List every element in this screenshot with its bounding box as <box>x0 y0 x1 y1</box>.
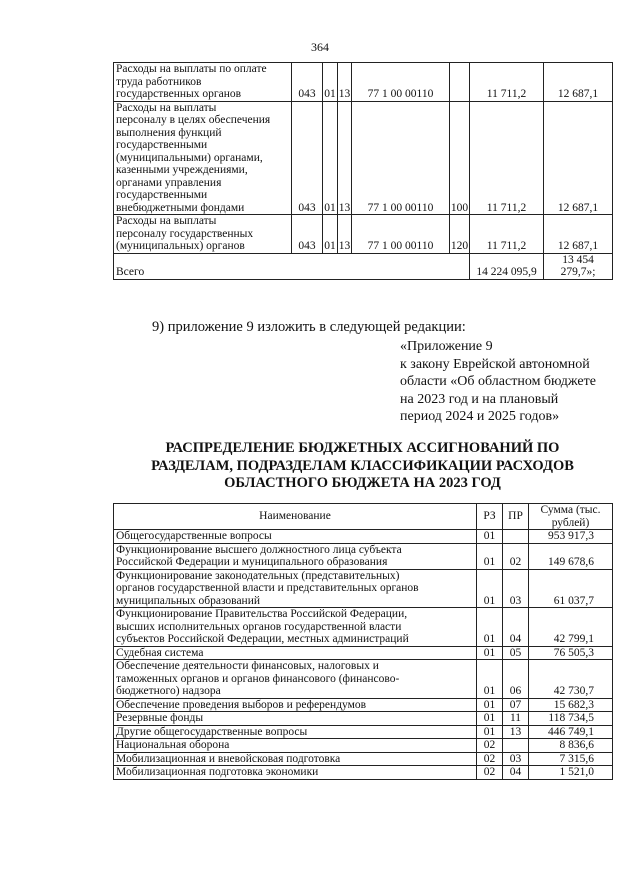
cell-line: Расходы на выплаты <box>116 101 217 114</box>
cell-line: Судебная система <box>116 646 204 659</box>
cell-line: Другие общегосударственные вопросы <box>116 725 308 738</box>
header-pr: ПР <box>503 504 529 530</box>
cell-line: Функционирование Правительства Российской Федерации, <box>116 608 408 620</box>
ved-code: 043 <box>292 215 323 254</box>
row-name <box>114 530 477 544</box>
pr-code: 13 <box>503 725 529 739</box>
row-name <box>114 725 477 739</box>
vr-code <box>450 63 470 102</box>
rz-code: 01 <box>477 608 503 647</box>
table-row <box>114 712 613 726</box>
cell-line: труда работников <box>116 75 202 88</box>
rz-code: 01 <box>477 712 503 726</box>
pr-code: 11 <box>503 712 529 726</box>
rz-code: 01 <box>477 646 503 660</box>
total-2024: 13 454 279,7»; <box>544 253 613 279</box>
sum-2023: 11 711,2 <box>470 215 544 254</box>
cell-line: субъектов Российской Федерации, местных администраций <box>116 633 409 645</box>
row-name <box>114 569 477 608</box>
table-row <box>114 608 613 647</box>
pr-code <box>503 530 529 544</box>
table-row <box>114 215 613 254</box>
row-name <box>114 660 477 699</box>
heading-line: РАСПРЕДЕЛЕНИЕ БЮДЖЕТНЫХ АССИГНОВАНИЙ ПО <box>165 440 560 456</box>
sum-2024: 12 687,1 <box>544 215 613 254</box>
row-sum: 8 836,6 <box>529 739 613 753</box>
cell-line: государственными <box>116 139 208 151</box>
appendix-line: к закону Еврейской автономной <box>400 356 590 372</box>
table-row <box>114 739 613 753</box>
amendment-text: 9) приложение 9 изложить в следующей редакции: <box>152 319 466 335</box>
table-header-row <box>114 504 613 530</box>
pr-code <box>503 739 529 753</box>
table-row <box>114 660 613 699</box>
cell-line: Мобилизационная подготовка экономики <box>116 766 319 778</box>
cell-line: органов государственной власти и представительных органов <box>116 582 419 594</box>
row-name <box>114 101 292 215</box>
row-name <box>114 215 292 254</box>
sum-2024: 12 687,1 <box>544 101 613 215</box>
cell-line: таможенных органов и органов финансового (финансово- <box>116 672 400 685</box>
rz-code: 01 <box>477 530 503 544</box>
pr-code: 03 <box>503 569 529 608</box>
cell-line: высших исполнительных органов государственной власти <box>116 620 402 633</box>
cell-line: Мобилизационная и вневойсковая подготовка <box>116 752 341 765</box>
row-sum: 15 682,3 <box>529 698 613 712</box>
cell-line: (муниципальных) органов <box>116 240 245 252</box>
header-sum-line: Сумма (тыс. <box>540 504 601 516</box>
table-row <box>114 530 613 544</box>
cell-line: государственных органов <box>116 88 242 100</box>
table-row <box>114 725 613 739</box>
row-name <box>114 608 477 647</box>
cell-line: внебюджетными фондами <box>116 201 245 214</box>
row-name <box>114 543 477 569</box>
vr-code: 120 <box>450 215 470 254</box>
heading-line: РАЗДЕЛАМ, ПОДРАЗДЕЛАМ КЛАССИФИКАЦИИ РАСХОДОВ <box>151 457 574 474</box>
appendix-line: «Приложение 9 <box>400 339 493 354</box>
total-label: Всего <box>114 253 470 279</box>
row-sum: 118 734,5 <box>529 712 613 726</box>
pr-code: 07 <box>503 698 529 712</box>
row-sum: 953 917,3 <box>529 530 613 544</box>
cell-line: (муниципальными) органами, <box>116 151 263 164</box>
csr-code: 77 1 00 00110 <box>352 101 450 215</box>
sum-2023: 11 711,2 <box>470 101 544 215</box>
table-row <box>114 766 613 780</box>
cell-line: бюджетного) надзора <box>116 685 221 697</box>
header-sum-line: рублей) <box>551 516 590 529</box>
rz-code: 01 <box>477 660 503 699</box>
cell-line: муниципальных образований <box>116 594 261 607</box>
rz-code: 02 <box>477 739 503 753</box>
cell-line: Обеспечение деятельности финансовых, налоговых и <box>116 660 379 672</box>
cell-line: Функционирование высшего должностного лица субъекта <box>116 543 402 556</box>
row-sum: 61 037,7 <box>529 569 613 608</box>
rz-code: 01 <box>477 698 503 712</box>
pr-code: 06 <box>503 660 529 699</box>
header-name: Наименование <box>114 504 477 530</box>
header-rz: РЗ <box>477 504 503 530</box>
cell-line: Обеспечение проведения выборов и референдумов <box>116 698 367 711</box>
table-row <box>114 698 613 712</box>
row-name <box>114 766 477 780</box>
table-row <box>114 569 613 608</box>
sum-2023: 11 711,2 <box>470 63 544 102</box>
cell-line: органами управления <box>116 176 222 189</box>
pr-code: 02 <box>503 543 529 569</box>
vr-code: 100 <box>450 101 470 215</box>
table-row <box>114 543 613 569</box>
rz-code: 01 <box>323 63 338 102</box>
table-row <box>114 752 613 766</box>
appendix-line: период 2024 и 2025 годов» <box>400 409 560 424</box>
row-name <box>114 739 477 753</box>
row-name <box>114 63 292 102</box>
row-name <box>114 752 477 766</box>
table-row <box>114 646 613 660</box>
cell-line: Российской Федерации и муниципального образования <box>116 556 388 568</box>
row-sum: 446 749,1 <box>529 725 613 739</box>
pr-code: 03 <box>503 752 529 766</box>
appendix-line: на 2023 год и на плановый <box>400 391 559 407</box>
rz-code: 02 <box>477 766 503 780</box>
csr-code: 77 1 00 00110 <box>352 215 450 254</box>
row-sum: 42 799,1 <box>529 608 613 647</box>
pr-code: 04 <box>503 608 529 647</box>
cell-line: Общегосударственные вопросы <box>116 530 272 542</box>
csr-code: 77 1 00 00110 <box>352 63 450 102</box>
cell-line: Резервные фонды <box>116 712 204 724</box>
row-name <box>114 712 477 726</box>
cell-line: персоналу государственных <box>116 227 254 240</box>
row-sum: 1 521,0 <box>529 766 613 780</box>
cell-line: Расходы на выплаты <box>116 215 217 227</box>
rz-code: 01 <box>477 725 503 739</box>
pr-code: 13 <box>338 101 352 215</box>
cell-line: Функционирование законодательных (представительных) <box>116 569 400 582</box>
table-row <box>114 63 613 102</box>
total-2023: 14 224 095,9 <box>470 253 544 279</box>
ved-code: 043 <box>292 101 323 215</box>
rz-code: 01 <box>477 543 503 569</box>
budget-allocation-table <box>113 503 613 780</box>
row-name <box>114 646 477 660</box>
sum-2024: 12 687,1 <box>544 63 613 102</box>
cell-line: государственными <box>116 189 208 201</box>
row-sum: 76 505,3 <box>529 646 613 660</box>
pr-code: 13 <box>338 215 352 254</box>
rz-code: 01 <box>323 101 338 215</box>
row-name <box>114 698 477 712</box>
rz-code: 02 <box>477 752 503 766</box>
pr-code: 05 <box>503 646 529 660</box>
pr-code: 13 <box>338 63 352 102</box>
row-sum: 7 315,6 <box>529 752 613 766</box>
cell-line: казенными учреждениями, <box>116 164 248 176</box>
cell-line: Национальная оборона <box>116 739 230 751</box>
appendix-line: области «Об областном бюджете <box>400 374 596 389</box>
rz-code: 01 <box>323 215 338 254</box>
header-sum <box>529 504 613 530</box>
total-row <box>114 253 613 279</box>
ved-code: 043 <box>292 63 323 102</box>
cell-line: выполнения функций <box>116 126 222 139</box>
cell-line: Расходы на выплаты по оплате <box>116 63 267 75</box>
row-sum: 149 678,6 <box>529 543 613 569</box>
page-number: 364 <box>311 40 329 54</box>
rz-code: 01 <box>477 569 503 608</box>
cell-line: персоналу в целях обеспечения <box>116 114 271 126</box>
row-sum: 42 730,7 <box>529 660 613 699</box>
appendix-caption <box>400 338 612 426</box>
table-row <box>114 101 613 215</box>
document-heading <box>110 440 615 493</box>
expenses-table-continuation <box>113 62 613 280</box>
heading-line: ОБЛАСТНОГО БЮДЖЕТА НА 2023 ГОД <box>224 475 501 491</box>
pr-code: 04 <box>503 766 529 780</box>
